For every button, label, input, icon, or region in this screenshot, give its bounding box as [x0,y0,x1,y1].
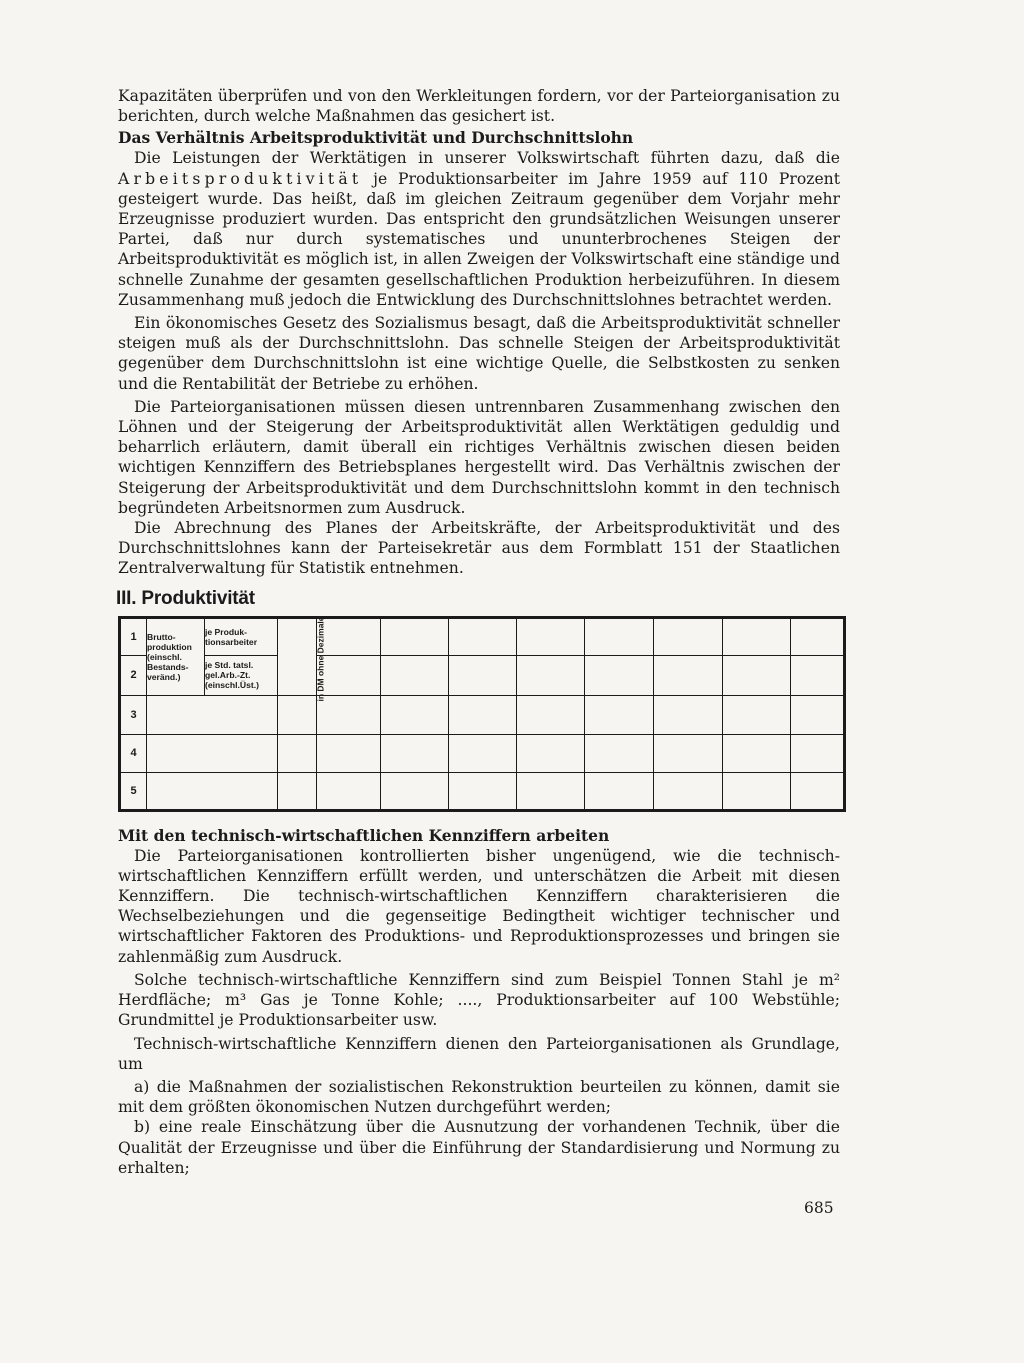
form-cell[interactable] [723,772,791,810]
paragraph: Die Parteiorganisationen müssen diesen untrennbaren Zusammenhang zwischen den Löhnen und der Steigerung der Arbeitsproduktivität allen Werktätigen geduldig und beharrlich erläutern, damit überall ein richtiges Verhältnis zwischen diesen beiden wichtigen Kennziffern des Betriebsplanes hergestellt wird. Das Verhältnis zwischen der Steigerung der Arbeitsproduktivität und dem Durchschnittslohn kommt in den technisch begründeten Arbeitsnormen zum Ausdruck. [118,397,840,517]
productivity-form-table [118,616,846,812]
list-item: b) eine reale Einschätzung über die Ausnutzung der vorhandenen Technik, über die Qualität der Erzeugnisse und über die Einführung der Standardisierung und Normung zu erhalten; [118,1118,840,1177]
form-cell[interactable] [654,734,723,772]
text-span: Die Leistungen der Werktätigen in unserer Volkswirtschaft führten dazu, daß die [134,149,840,168]
form-cell[interactable] [517,695,585,734]
form-cell[interactable] [449,655,517,695]
form-cell[interactable] [517,617,585,655]
form-cell[interactable] [278,695,317,734]
form-cell[interactable] [791,772,845,810]
form-cell[interactable] [585,655,654,695]
form-cell[interactable] [317,772,381,810]
form-cell[interactable] [317,734,381,772]
form-cell[interactable] [317,695,381,734]
form-cell[interactable] [791,695,845,734]
form-cell[interactable] [449,772,517,810]
row-number: 1 [120,617,147,655]
form-cell[interactable] [585,772,654,810]
form-cell[interactable] [791,617,845,655]
form-cell[interactable] [654,617,723,655]
form-cell[interactable] [278,772,317,810]
form-cell[interactable] [517,734,585,772]
paragraph: Ein ökonomisches Gesetz des Sozialismus besagt, daß die Arbeitsproduktivität schneller steigen muß als der Durchschnittslohn. Das schnelle Steigen der Arbeitsproduktivität gegenüber dem Durchschnittslohn ist eine wichtige Quelle, die Selbstkosten zu senken und die Rentabilität der Betriebe zu erhöhen. [118,314,840,393]
paragraph [118,148,840,310]
label-per-worker: je Produk-tionsarbeiter [205,617,278,655]
form-cell[interactable] [654,695,723,734]
form-cell[interactable] [449,695,517,734]
form-cell[interactable] [723,655,791,695]
form-cell[interactable] [723,617,791,655]
form-cell[interactable] [791,655,845,695]
form-cell[interactable] [381,734,449,772]
form-cell[interactable] [381,617,449,655]
form-cell[interactable] [147,695,278,734]
row-number: 5 [120,772,147,810]
unit-cell [278,616,326,702]
form-cell[interactable] [585,695,654,734]
form-cell[interactable] [381,655,449,695]
form-cell[interactable] [147,772,278,810]
form-cell[interactable] [791,734,845,772]
page-number: 685 [804,1199,834,1217]
unit-label: in DM ohne Dezimale [315,616,326,702]
paragraph: Solche technisch-wirtschaftliche Kennziffern sind zum Beispiel Tonnen Stahl je m² Herdfläche; m³ Gas je Tonne Kohle; ...., Produktionsarbeiter auf 100 Webstühle; Grundmittel je Produktionsarbeiter usw. [118,970,840,1030]
spaced-term: Arbeitsproduktivität [118,169,363,188]
label-per-hour: je Std. tatsl. gel.Arb.-Zt. (einschl.Üst.) [205,655,278,695]
form-cell[interactable] [278,734,317,772]
paragraph: Technisch-wirtschaftliche Kennziffern dienen den Parteiorganisationen als Grundlage, um [118,1034,840,1073]
form-cell[interactable] [449,734,517,772]
form-cell[interactable] [585,734,654,772]
form-cell[interactable] [317,655,381,695]
text-span: je Produktionsarbeiter im Jahre 1959 auf 110 Prozent gesteigert wurde. Das heißt, daß im gleichen Zeitraum gegenüber dem Vorjahr mehr Erzeugnisse produziert wurden. Das entspricht den grundsätzlichen Weisungen unserer Partei, daß nur durch systematisches und ununterbrochenes Steigen der Arbeitsproduktivität es möglich ist, in allen Zweigen der Volkswirtschaft eine ständige und schnelle Zunahme der gesamten gesellschaftlichen Produktion herbeizuführen. In diesem Zusammenhang muß jedoch die Entwicklung des Durchschnittslohnes betrachtet werden. [118,169,840,309]
section-heading: Mit den technisch-wirtschaftlichen Kennziffern arbeiten [118,825,610,845]
form-cell[interactable] [147,734,278,772]
form-cell[interactable] [723,695,791,734]
form-title: III. Produktivität [116,587,255,609]
form-cell[interactable] [654,772,723,810]
paragraph: Die Parteiorganisationen kontrollierten bisher ungenügend, wie die technisch-wirtschaftlichen Kennziffern erfüllt werden, und unterschätzen die Arbeit mit diesen Kennziffern. Die technisch-wirtschaftlichen Kennziffern charakterisieren die Wechselbeziehungen und die gegenseitige Bedingtheit wichtiger technischer und wirtschaftlicher Faktoren des Produktions- und Reproduktionsprozesses und bringen sie zahlenmäßig zum Ausdruck. [118,846,840,966]
form-cell[interactable] [723,734,791,772]
row-number: 2 [120,655,147,695]
form-cell[interactable] [381,695,449,734]
section-heading: Das Verhältnis Arbeitsproduktivität und Durchschnittslohn [118,128,634,148]
form-cell[interactable] [654,655,723,695]
form-cell[interactable] [317,617,381,655]
form-cell[interactable] [517,655,585,695]
list-item: a) die Maßnahmen der sozialistischen Rekonstruktion beurteilen zu können, damit sie mit dem größten ökonomischen Nutzen durchgeführt werden; [118,1077,840,1117]
page-content [118,86,840,1178]
form-cell[interactable] [381,772,449,810]
label-gross-production: Brutto-produktion (einschl. Bestands-veränd.) [147,617,205,695]
paragraph: Kapazitäten überprüfen und von den Werkleitungen fordern, vor der Parteiorganisation zu berichten, durch welche Maßnahmen das gesichert ist. [118,87,840,126]
paragraph: Die Abrechnung des Planes der Arbeitskräfte, der Arbeitsproduktivität und des Durchschnittslohnes kann der Parteisekretär aus dem Formblatt 151 der Staatlichen Zentralverwaltung für Statistik entnehmen. [118,519,840,578]
form-cell[interactable] [585,617,654,655]
row-number: 3 [120,695,147,734]
form-cell[interactable] [517,772,585,810]
form-cell[interactable] [449,617,517,655]
row-number: 4 [120,734,147,772]
